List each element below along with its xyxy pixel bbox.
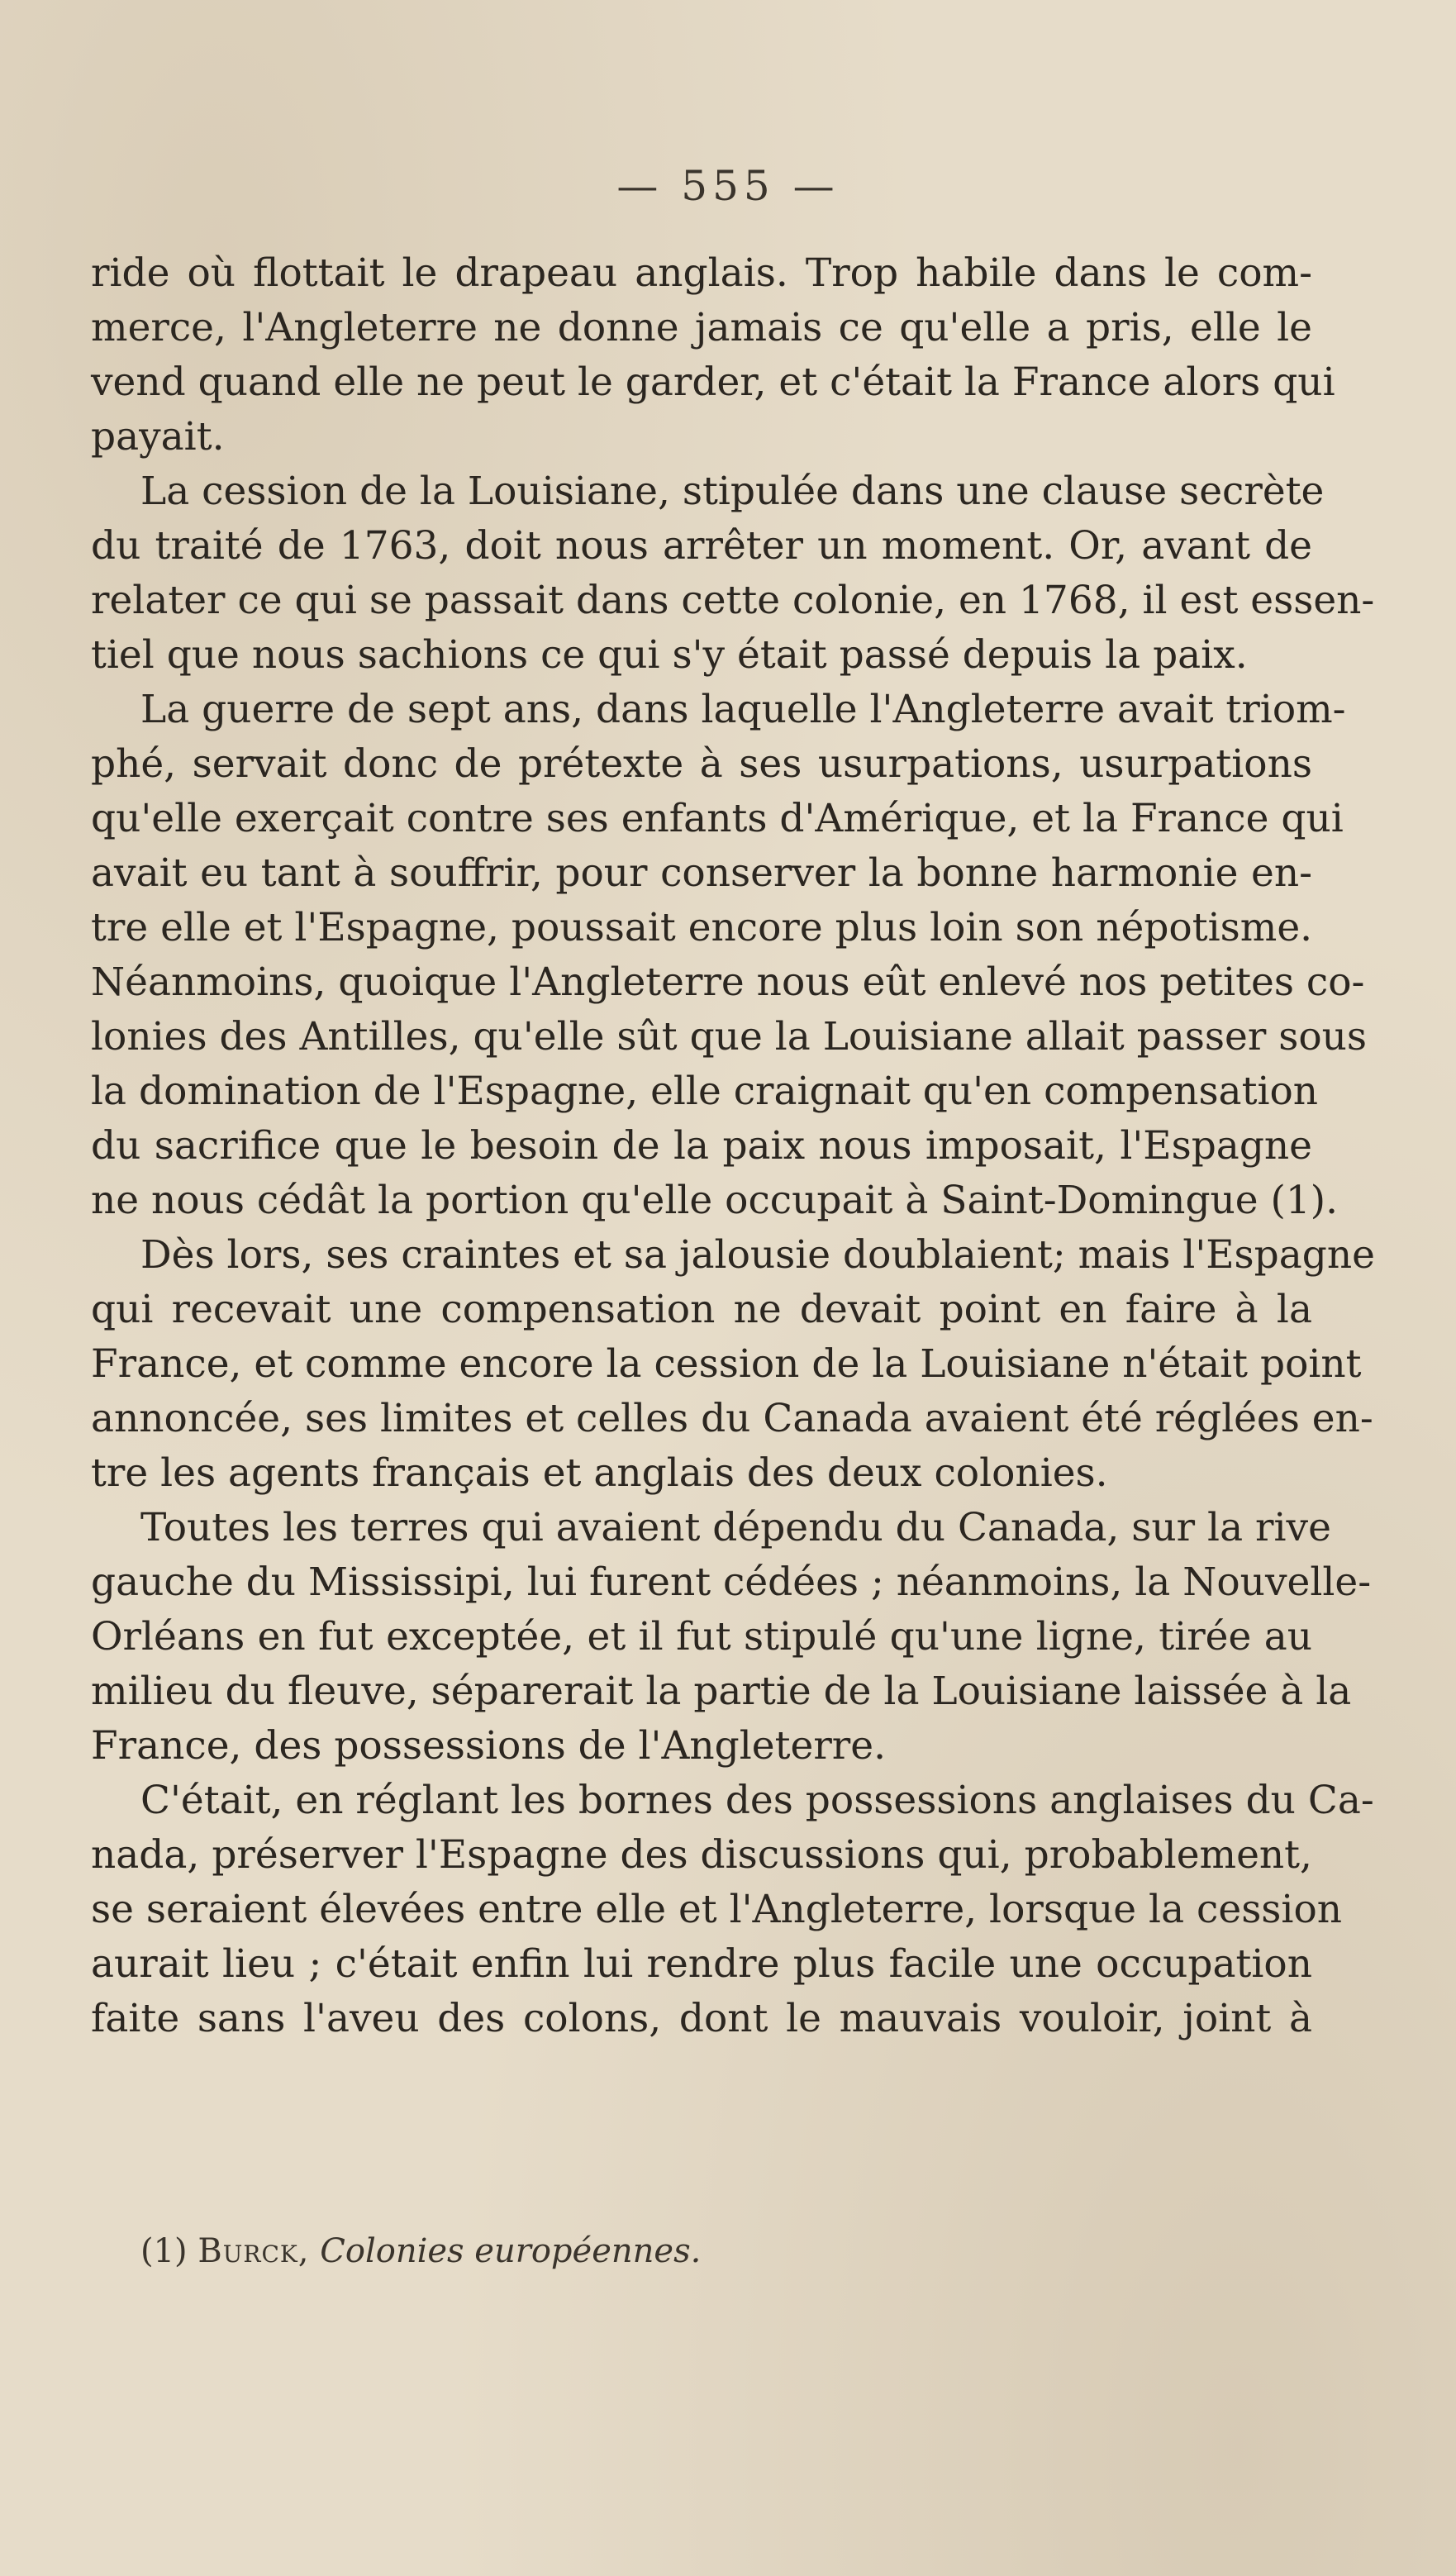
text-line: Toutes les terres qui avaient dépendu du Canada, sur la rive — [140, 1505, 1331, 1550]
text-line: nada, préserver l'Espagne des discussions qui, probablement, — [91, 1832, 1312, 1878]
text-line: avait eu tant à souffrir, pour conserver la bonne harmonie en- — [91, 850, 1312, 896]
text-line: merce, l'Angleterre ne donne jamais ce qu'elle a pris, elle le — [91, 305, 1312, 350]
text-line: du traité de 1763, doit nous arrêter un moment. Or, avant de — [91, 523, 1312, 569]
text-line: C'était, en réglant les bornes des possessions anglaises du Ca- — [140, 1778, 1374, 1823]
text-line: vend quand elle ne peut le garder, et c'était la France alors qui — [91, 359, 1335, 405]
text-line: milieu du fleuve, séparerait la partie de la Louisiane laissée à la — [91, 1669, 1352, 1714]
body-text — [91, 246, 1375, 2046]
paragraph — [91, 683, 1368, 1228]
text-line: annoncée, ses limites et celles du Canada avaient été réglées en- — [91, 1396, 1373, 1441]
text-line: lonies des Antilles, qu'elle sût que la Louisiane allait passer sous — [91, 1014, 1368, 1059]
text-line: tre les agents français et anglais des deux colonies. — [91, 1450, 1108, 1496]
text-line: aurait lieu ; c'était enfin lui rendre plus facile une occupation — [91, 1941, 1312, 1987]
text-line: Orléans en fut exceptée, et il fut stipulé qu'une ligne, tirée au — [91, 1614, 1312, 1659]
text-line: qu'elle exerçait contre ses enfants d'Amérique, et la France qui — [91, 796, 1344, 841]
footnote-work: Colonies européennes. — [320, 2232, 702, 2270]
paragraph — [91, 246, 1335, 464]
text-line: France, des possessions de l'Angleterre. — [91, 1723, 887, 1769]
text-line: qui recevait une compensation ne devait point en faire à la — [91, 1287, 1312, 1332]
text-line: la domination de l'Espagne, elle craignait qu'en compensation — [91, 1069, 1319, 1114]
footnote-author: Burck, — [197, 2232, 310, 2270]
footnote — [140, 2228, 701, 2274]
text-line: Dès lors, ses craintes et sa jalousie doublaient; mais l'Espagne — [140, 1232, 1375, 1278]
text-line: se seraient élevées entre elle et l'Angleterre, lorsque la cession — [91, 1887, 1343, 1932]
text-line: tiel que nous sachions ce qui s'y était passé depuis la paix. — [91, 632, 1248, 678]
text-line: La guerre de sept ans, dans laquelle l'Angleterre avait triom- — [140, 687, 1346, 732]
paragraph — [91, 464, 1375, 683]
text-line: payait. — [91, 414, 225, 459]
text-line: du sacrifice que le besoin de la paix nous imposait, l'Espagne — [91, 1123, 1312, 1169]
page-number: — 555 — — [616, 162, 840, 210]
text-line: gauche du Mississipi, lui furent cédées ; néanmoins, la Nouvelle- — [91, 1559, 1372, 1605]
text-line: ne nous cédât la portion qu'elle occupait à Saint-Domingue (1). — [91, 1178, 1339, 1223]
text-line: La cession de la Louisiane, stipulée dans une clause secrète — [140, 469, 1325, 514]
paragraph — [91, 1774, 1374, 2046]
text-line: faite sans l'aveu des colons, dont le mauvais vouloir, joint à — [91, 1996, 1312, 2041]
footnote-marker: (1) — [140, 2232, 188, 2270]
text-line: France, et comme encore la cession de la Louisiane n'était point — [91, 1341, 1362, 1387]
paragraph — [91, 1228, 1375, 1501]
text-line: ride où flottait le drapeau anglais. Trop habile dans le com- — [91, 250, 1312, 296]
text-line: tre elle et l'Espagne, poussait encore plus loin son népotisme. — [91, 905, 1313, 950]
text-line: Néanmoins, quoique l'Angleterre nous eût enlevé nos petites co- — [91, 959, 1365, 1005]
paragraph — [91, 1501, 1372, 1774]
text-line: relater ce qui se passait dans cette colonie, en 1768, il est essen- — [91, 578, 1375, 623]
text-line: phé, servait donc de prétexte à ses usurpations, usurpations — [91, 741, 1312, 787]
